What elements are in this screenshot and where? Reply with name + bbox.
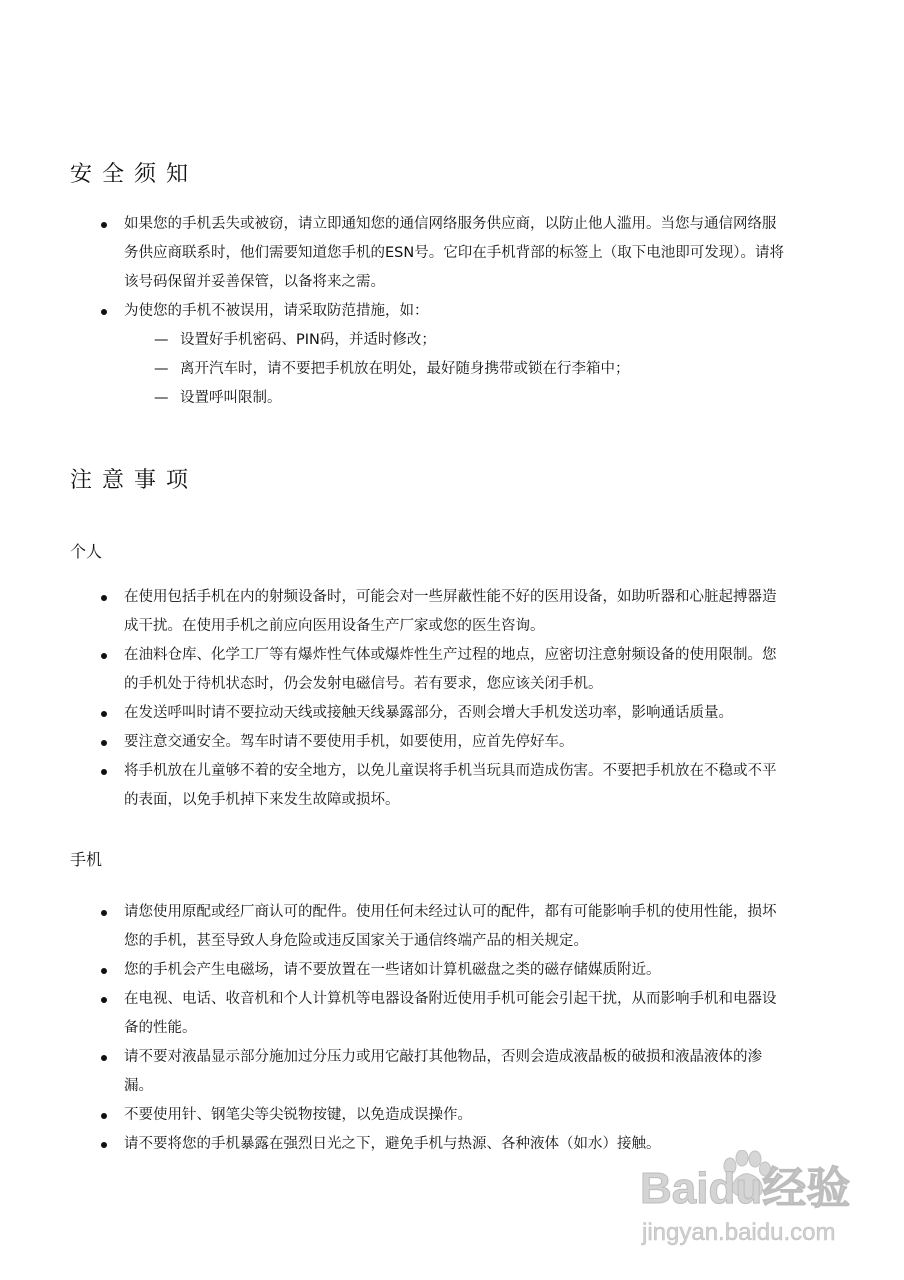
- sublist-item: [124, 384, 784, 413]
- list-item-text: 您的手机会产生电磁场，请不要放置在一些诸如计算机磁盘之类的磁存储媒质附近。: [124, 962, 661, 978]
- sublist-item-text: 设置呼叫限制。: [180, 390, 282, 406]
- bullet-icon: [101, 1055, 107, 1061]
- personal-heading: 个人: [70, 542, 103, 561]
- list-item: [0, 1101, 784, 1130]
- list-item: [0, 1043, 784, 1101]
- list-item-text: 在油料仓库、化学工厂等有爆炸性气体或爆炸性生产过程的地点，应密切注意射频设备的使用限制。您的手机处于待机状态时，仍会发射电磁信号。若有要求，您应该关闭手机。: [124, 647, 777, 692]
- baidu-jingyan-watermark: [640, 1150, 890, 1270]
- sublist-item-text: 设置好手机密码、PIN码，并适时修改；: [180, 332, 436, 348]
- phone-list: [0, 898, 904, 1159]
- dash-marker: —: [154, 332, 169, 348]
- phone-heading: 手机: [70, 850, 103, 869]
- bullet-icon: [101, 309, 107, 315]
- list-item-text: 要注意交通安全。驾车时请不要使用手机，如要使用，应首先停好车。: [124, 734, 574, 750]
- bullet-icon: [101, 910, 107, 916]
- list-item-text: 将手机放在儿童够不着的安全地方，以免儿童误将手机当玩具而造成伤害。不要把手机放在不稳或不平的表面，以免手机掉下来发生故障或损坏。: [124, 763, 777, 808]
- bullet-icon: [101, 740, 107, 746]
- list-item: [0, 583, 784, 641]
- list-item-text: 请不要对液晶显示部分施加过分压力或用它敲打其他物品，否则会造成液晶板的破损和液晶液体的渗漏。: [124, 1049, 762, 1094]
- list-item-text: 不要使用针、钢笔尖等尖锐物按键，以免造成误操作。: [124, 1107, 472, 1123]
- bullet-icon: [101, 222, 107, 228]
- safety-heading: 安全须知: [70, 162, 199, 187]
- sublist-item: [124, 355, 784, 384]
- list-item-text: 在使用包括手机在内的射频设备时，可能会对一些屏蔽性能不好的医用设备，如助听器和心脏起搏器造成干扰。在使用手机之前应向医用设备生产厂家或您的医生咨询。: [124, 589, 777, 634]
- list-item: [0, 757, 784, 815]
- personal-list: [0, 583, 904, 815]
- dash-marker: —: [154, 361, 169, 377]
- list-item: [0, 641, 784, 699]
- sublist-item-text: 离开汽车时，请不要把手机放在明处，最好随身携带或锁在行李箱中；: [180, 361, 630, 377]
- list-item: [0, 956, 784, 985]
- list-item: [0, 699, 784, 728]
- list-item-text: 请您使用原配或经厂商认可的配件。使用任何未经过认可的配件，都有可能影响手机的使用性能，损坏您的手机，甚至导致人身危险或违反国家关于通信终端产品的相关规定。: [124, 904, 777, 949]
- list-item: [0, 210, 784, 297]
- watermark-logo: Baidu经验: [640, 1164, 851, 1213]
- bullet-icon: [101, 711, 107, 717]
- watermark-url: jingyan.baidu.com: [642, 1219, 836, 1246]
- list-item: [0, 898, 784, 956]
- precaution-sublist: [124, 326, 784, 413]
- bullet-icon: [101, 653, 107, 659]
- list-item-text: 为使您的手机不被误用，请采取防范措施，如：: [124, 303, 429, 319]
- bullet-icon: [101, 769, 107, 775]
- list-item-text: 在发送呼叫时请不要拉动天线或接触天线暴露部分，否则会增大手机发送功率，影响通话质量。: [124, 705, 733, 721]
- bullet-icon: [101, 968, 107, 974]
- dash-marker: —: [154, 390, 169, 406]
- bullet-icon: [101, 1113, 107, 1119]
- list-item-text: 请不要将您的手机暴露在强烈日光之下，避免手机与热源、各种液体（如水）接触。: [124, 1136, 661, 1152]
- bullet-icon: [101, 1142, 107, 1148]
- list-item: [0, 985, 784, 1043]
- bullet-icon: [101, 595, 107, 601]
- safety-list: [0, 210, 904, 413]
- list-item-text: 如果您的手机丢失或被窃，请立即通知您的通信网络服务供应商，以防止他人滥用。当您与通信网络服务供应商联系时，他们需要知道您手机的ESN号。它印在手机背部的标签上（取下电池即可发现）。请将该号码保留并妥善保管，以备将来之需。: [124, 216, 784, 290]
- list-item: [0, 297, 784, 413]
- list-item: [0, 728, 784, 757]
- notice-heading: 注意事项: [70, 468, 199, 493]
- sublist-item: [124, 326, 784, 355]
- bullet-icon: [101, 997, 107, 1003]
- list-item-text: 在电视、电话、收音机和个人计算机等电器设备附近使用手机可能会引起干扰，从而影响手机和电器设备的性能。: [124, 991, 777, 1036]
